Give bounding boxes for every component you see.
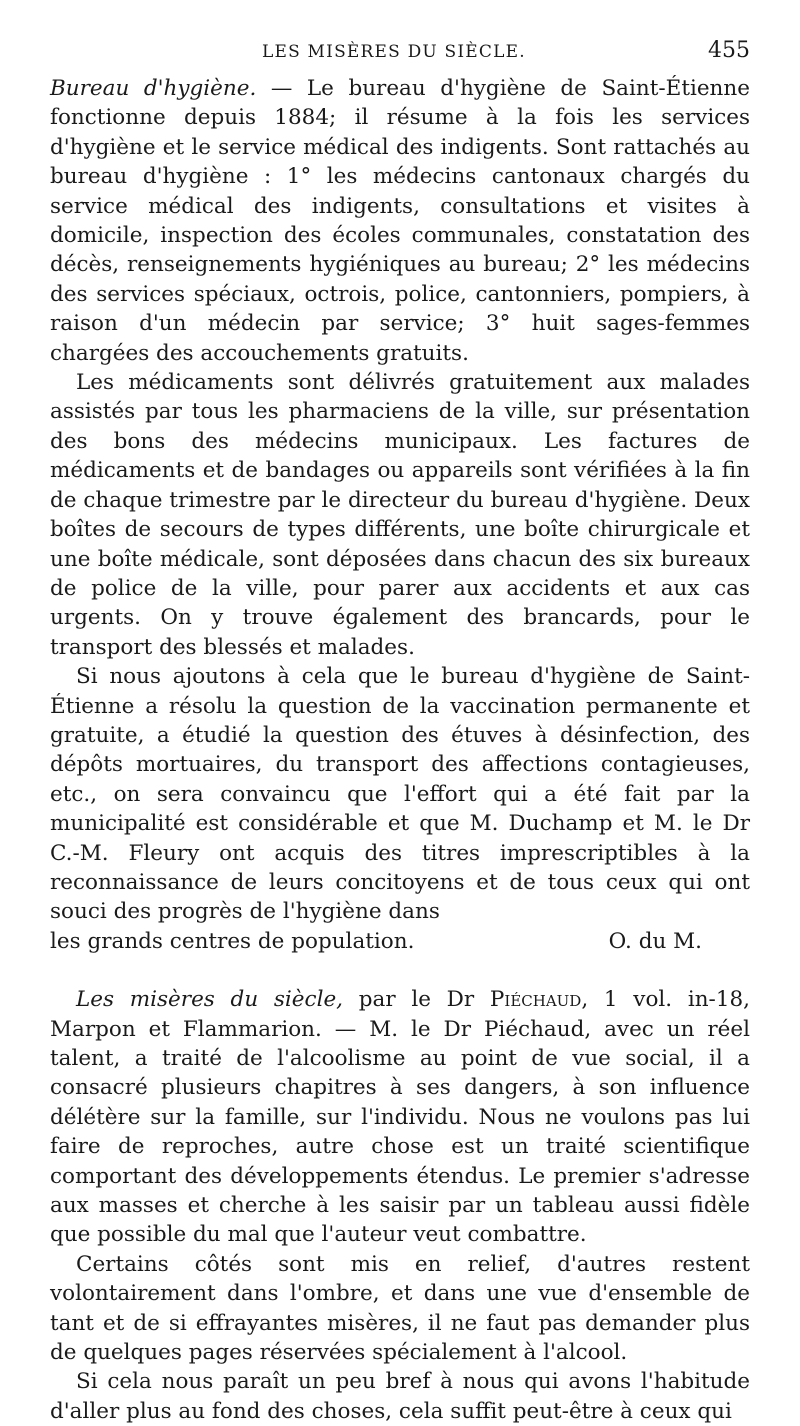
paragraph-review-aspects: Certains côtés sont mis en relief, d'autres restent volontairement dans l'ombre, et dans une vue d'ensemble de tant et de si effrayantes misères, il ne faut pas demander plus de quelques pages réservées spécialement à l'alcool. [50,1251,750,1366]
section-heading-italic: Bureau d'hygiène. [50,76,257,101]
page-number: 455 [708,38,750,63]
paragraph-conclusion: Si nous ajoutons à cela que le bureau d'hygiène de Saint-Étienne a résolu la question de la vaccination permanente et gratuite, a étudié la question des étuves à désinfection, des dépôts mortuaires, du transport des affections contagieuses, etc., on sera convaincu que l'effort qui a été fait par la municipalité est considérable et que M. Duchamp et M. le Dr C.-M. Fleury ont acquis des titres imprescriptibles à la reconnaissance de leurs concitoyens et de tous ceux qui ont souci des progrès de l'hygiène dans [50,664,750,925]
review-by: par le Dr [343,987,490,1013]
signature-line-text: les grands centres de population. [50,928,415,954]
paragraph-review-intro [50,985,750,1250]
paragraph-medicaments: Les médicaments sont délivrés gratuitement aux malades assistés par tous les pharmaciens de la ville, sur présentation des bons des médecins municipaux. Les factures de médicaments et de bandages ou appareils sont vérifiées à la fin de chaque trimestre par le directeur du bureau d'hygiène. Deux boîtes de secours de types différents, une boîte chirurgicale et une boîte médicale, sont déposées dans chacun des six bureaux de police de la ville, pour parer aux accidents et aux cas urgents. On y trouve également des brancards, pour le transport des blessés et malades. [50,370,750,660]
review-text: , 1 vol. in-18, Marpon et Flammarion. — M. le Dr Piéchaud, avec un réel talent, a traité de l'alcoolisme au point de vue social, il a consacré plusieurs chapitres à ses dangers, à son influence délétère sur la famille, sur l'individu. Nous ne voulons pas lui faire de reproches, autre chose est un traité scientifique comportant des développements étendus. Le premier s'adresse aux masses et cherche à les saisir par un tableau aussi fidèle que possible du mal que l'auteur veut combattre. [50,987,751,1248]
section-gap [50,956,750,985]
paragraph-review-closing: Si cela nous paraît un peu bref à nous qui avons l'habitude d'aller plus au fond des choses, cela suffit peut-être à ceux qui [50,1369,750,1424]
running-header [50,34,750,74]
page-body [50,74,750,1426]
book-title-italic: Les misères du siècle, [76,987,344,1013]
running-title: LES MISÈRES DU SIÈCLE. [262,42,526,62]
author-signature: O. du M. [608,928,702,954]
signature-line [50,927,750,956]
paragraph-text: — Le bureau d'hygiène de Saint-Étienne fonctionne depuis 1884; il résume à la fois les services d'hygiène et le service médical des indigents. Sont rattachés au bureau d'hygiène : 1° les médecins cantonaux chargés du service médical des indigents, consultations et visites à domicile, inspection des écoles communales, constatation des décès, renseignements hygiéniques au bureau; 2° les médecins des services spéciaux, octrois, police, cantonniers, pompiers, à raison d'un médecin par service; 3° huit sages-femmes chargées des accouchements gratuits. [50,76,750,366]
paragraph-bureau-hygiene [50,74,750,368]
author-name-smallcaps: Piéchaud [489,987,582,1013]
